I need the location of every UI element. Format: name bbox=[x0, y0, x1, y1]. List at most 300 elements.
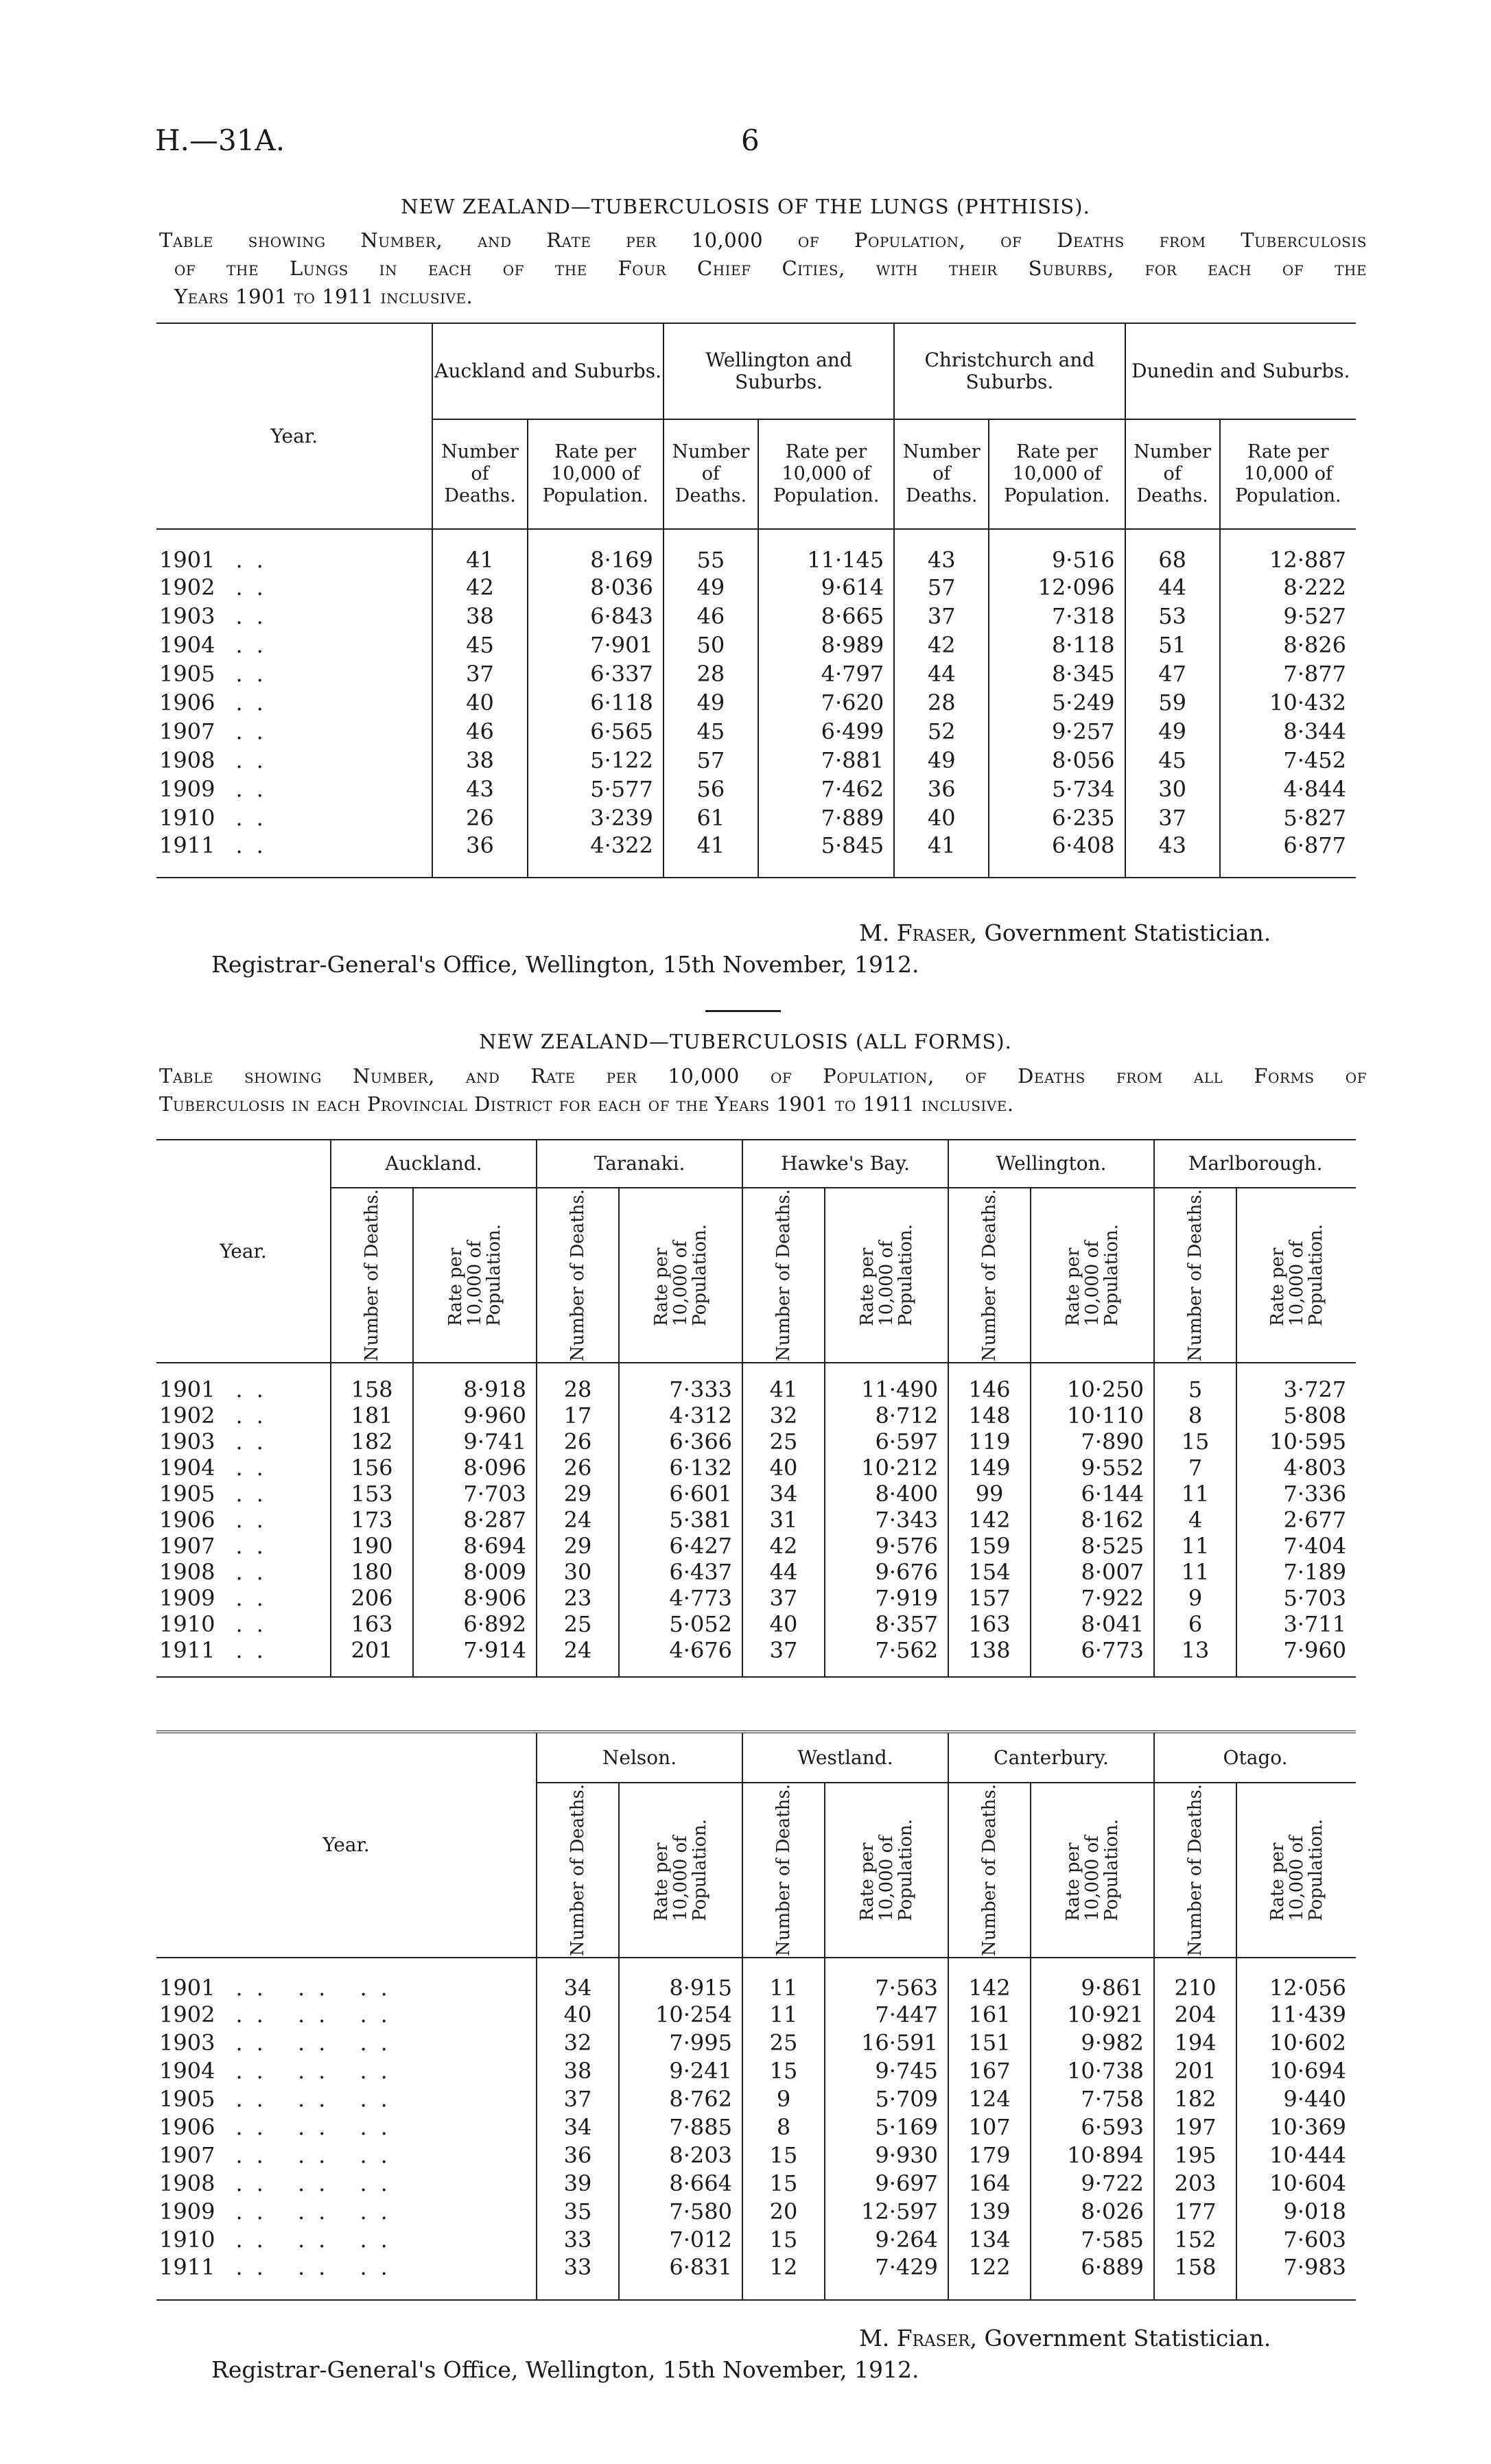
rotated-label bbox=[1064, 1224, 1121, 1326]
year-header: Year. bbox=[220, 1239, 267, 1263]
table-row bbox=[156, 1637, 1356, 1677]
rate-cell: 7·189 bbox=[1236, 1559, 1356, 1585]
deaths-cell: 12 bbox=[742, 2254, 825, 2300]
deaths-cell: 40 bbox=[432, 688, 527, 717]
rate-label-line: 10,000 of bbox=[876, 1835, 897, 1921]
deaths-cell: 41 bbox=[664, 832, 758, 878]
rate-label-line: Rate per bbox=[1267, 1842, 1288, 1921]
deaths-cell: 50 bbox=[664, 631, 758, 659]
year-cell bbox=[156, 1507, 331, 1533]
deaths-cell: 37 bbox=[742, 1637, 825, 1677]
year-value: 1909 bbox=[159, 2198, 215, 2225]
rate-cell: 5·703 bbox=[1236, 1585, 1356, 1611]
deaths-cell: 7 bbox=[1154, 1455, 1236, 1481]
table-row bbox=[156, 1455, 1356, 1481]
rate-label-line: Population. bbox=[895, 1224, 917, 1326]
rate-header bbox=[619, 1783, 742, 1958]
rate-header bbox=[1031, 1188, 1154, 1363]
leader-dots: .. .. .. bbox=[235, 1974, 401, 2001]
deaths-cell: 158 bbox=[331, 1363, 413, 1403]
deaths-cell: 25 bbox=[742, 2029, 825, 2057]
deaths-cell: 210 bbox=[1154, 1958, 1236, 2001]
rotated-label: Number of Deaths. bbox=[567, 1189, 589, 1361]
deaths-cell: 119 bbox=[948, 1429, 1031, 1455]
rate-cell: 7·620 bbox=[758, 688, 894, 717]
rate-label-line: Rate per bbox=[1267, 1247, 1288, 1326]
rate-label-line: Population. bbox=[690, 1819, 710, 1921]
year-value: 1910 bbox=[159, 1610, 215, 1637]
rate-cell: 8·287 bbox=[413, 1507, 537, 1533]
number-of-deaths-header bbox=[948, 1783, 1031, 1958]
deaths-cell: 179 bbox=[948, 2142, 1031, 2170]
rate-label-line: Population. bbox=[895, 1819, 916, 1921]
rotated-label bbox=[652, 1224, 709, 1326]
deaths-cell: 15 bbox=[1154, 1429, 1236, 1455]
deaths-cell: 153 bbox=[331, 1481, 413, 1507]
year-cell bbox=[156, 2254, 537, 2300]
rate-cell: 9·552 bbox=[1031, 1455, 1154, 1481]
year-cell bbox=[156, 2057, 537, 2085]
deaths-cell: 142 bbox=[948, 1958, 1031, 2001]
number-of-deaths-header: Number of Deaths. bbox=[1125, 419, 1220, 529]
group-header: Otago. bbox=[1154, 1732, 1356, 1783]
year-header: Year. bbox=[270, 425, 318, 447]
leader-dots: .. bbox=[235, 832, 277, 858]
deaths-cell: 151 bbox=[948, 2029, 1031, 2057]
deaths-cell: 28 bbox=[894, 688, 989, 717]
group-header: Marlborough. bbox=[1154, 1140, 1356, 1188]
signature-name: M. Fraser, bbox=[859, 919, 977, 946]
rate-cell: 8·056 bbox=[989, 746, 1125, 775]
deaths-cell: 15 bbox=[742, 2226, 825, 2254]
year-cell bbox=[156, 1559, 331, 1585]
year-cell bbox=[156, 746, 432, 775]
page-number: 6 bbox=[741, 124, 760, 157]
year-cell bbox=[156, 602, 432, 631]
rate-cell: 6·437 bbox=[619, 1559, 742, 1585]
rate-cell: 7·336 bbox=[1236, 1481, 1356, 1507]
deaths-cell: 37 bbox=[894, 602, 989, 631]
deaths-cell: 190 bbox=[331, 1533, 413, 1559]
deaths-cell: 31 bbox=[742, 1507, 825, 1533]
deaths-cell: 157 bbox=[948, 1585, 1031, 1611]
rate-header bbox=[1236, 1188, 1356, 1363]
group-header: Canterbury. bbox=[948, 1732, 1154, 1783]
rotated-label bbox=[652, 1819, 709, 1921]
rate-cell: 16·591 bbox=[825, 2029, 948, 2057]
deaths-cell: 44 bbox=[894, 659, 989, 688]
rotated-label: Number of Deaths. bbox=[362, 1189, 382, 1361]
rate-label-line: Population. bbox=[690, 1224, 711, 1326]
rate-cell: 9·527 bbox=[1220, 602, 1356, 631]
rate-cell: 7·890 bbox=[1031, 1429, 1154, 1455]
table2-caption-line: Table showing Number, and Rate per 10,000 of Population, of Deaths from all Forms of bbox=[159, 1064, 1367, 1088]
rate-label-line: Population. bbox=[484, 1224, 504, 1326]
leader-dots: .. .. .. bbox=[235, 2142, 401, 2169]
year-value: 1904 bbox=[159, 2058, 215, 2085]
table1-phthisis-cities bbox=[156, 322, 1356, 878]
group-header: Dunedin and Suburbs. bbox=[1125, 323, 1356, 419]
table-row bbox=[156, 631, 1356, 659]
rate-cell: 9·614 bbox=[758, 573, 894, 602]
deaths-cell: 33 bbox=[537, 2254, 619, 2300]
rate-cell: 6·337 bbox=[528, 659, 664, 688]
deaths-cell: 44 bbox=[742, 1559, 825, 1585]
rate-cell: 9·861 bbox=[1031, 1958, 1154, 2001]
table3-all-forms-districts-b bbox=[156, 1730, 1356, 2301]
deaths-cell: 4 bbox=[1154, 1507, 1236, 1533]
rate-cell: 2·677 bbox=[1236, 1507, 1356, 1533]
rate-cell: 8·203 bbox=[619, 2142, 742, 2170]
rate-cell: 5·381 bbox=[619, 1507, 742, 1533]
year-cell bbox=[156, 1403, 331, 1429]
deaths-cell: 45 bbox=[1125, 746, 1220, 775]
rotated-label bbox=[1064, 1819, 1121, 1921]
deaths-cell: 163 bbox=[331, 1611, 413, 1637]
leader-dots: .. bbox=[235, 1610, 277, 1637]
rate-label-line: Rate per bbox=[857, 1842, 878, 1921]
table-row bbox=[156, 573, 1356, 602]
rate-cell: 6·843 bbox=[528, 602, 664, 631]
leader-dots: .. bbox=[235, 1636, 277, 1663]
deaths-cell: 197 bbox=[1154, 2113, 1236, 2142]
leader-dots: .. bbox=[235, 1376, 277, 1403]
rate-cell: 8·118 bbox=[989, 631, 1125, 659]
table-row bbox=[156, 1559, 1356, 1585]
table-row bbox=[156, 659, 1356, 688]
leader-dots: .. .. .. bbox=[235, 2114, 401, 2141]
deaths-cell: 46 bbox=[664, 602, 758, 631]
deaths-cell: 33 bbox=[537, 2226, 619, 2254]
rate-cell: 8·345 bbox=[989, 659, 1125, 688]
deaths-cell: 163 bbox=[948, 1611, 1031, 1637]
rotated-label: Number of Deaths. bbox=[1185, 1784, 1206, 1956]
rate-cell: 3·727 bbox=[1236, 1363, 1356, 1403]
number-of-deaths-header bbox=[742, 1783, 825, 1958]
rate-header bbox=[1236, 1783, 1356, 1958]
deaths-cell: 11 bbox=[742, 2001, 825, 2029]
year-value: 1911 bbox=[159, 1636, 215, 1663]
rate-cell: 10·110 bbox=[1031, 1403, 1154, 1429]
deaths-cell: 43 bbox=[1125, 832, 1220, 878]
rate-cell: 4·803 bbox=[1236, 1455, 1356, 1481]
year-cell bbox=[156, 1637, 331, 1677]
year-cell bbox=[156, 688, 432, 717]
rate-cell: 11·490 bbox=[825, 1363, 948, 1403]
rotated-label bbox=[858, 1819, 915, 1921]
deaths-cell: 36 bbox=[537, 2142, 619, 2170]
rate-cell: 8·036 bbox=[528, 573, 664, 602]
rate-cell: 12·056 bbox=[1236, 1958, 1356, 2001]
leader-dots: .. .. .. bbox=[235, 2170, 401, 2197]
deaths-cell: 149 bbox=[948, 1455, 1031, 1481]
rate-cell: 7·580 bbox=[619, 2198, 742, 2226]
rate-cell: 8·357 bbox=[825, 1611, 948, 1637]
rate-label-line: Rate per bbox=[857, 1247, 878, 1326]
rate-cell: 7·901 bbox=[528, 631, 664, 659]
deaths-cell: 34 bbox=[537, 2113, 619, 2142]
table-row bbox=[156, 1958, 1356, 2001]
year-value: 1905 bbox=[159, 2086, 215, 2113]
deaths-cell: 37 bbox=[1125, 803, 1220, 832]
rate-cell: 7·333 bbox=[619, 1363, 742, 1403]
deaths-cell: 36 bbox=[894, 775, 989, 803]
rate-header: Rate per 10,000 of Population. bbox=[758, 419, 894, 529]
year-cell bbox=[156, 2226, 537, 2254]
rate-header bbox=[619, 1188, 742, 1363]
year-cell bbox=[156, 1363, 331, 1403]
rate-cell: 7·877 bbox=[1220, 659, 1356, 688]
table-row bbox=[156, 775, 1356, 803]
deaths-cell: 122 bbox=[948, 2254, 1031, 2300]
deaths-cell: 25 bbox=[537, 1611, 619, 1637]
deaths-cell: 8 bbox=[1154, 1403, 1236, 1429]
rate-cell: 5·734 bbox=[989, 775, 1125, 803]
deaths-cell: 39 bbox=[537, 2170, 619, 2198]
rate-cell: 7·429 bbox=[825, 2254, 948, 2300]
rate-cell: 8·762 bbox=[619, 2085, 742, 2113]
table-row bbox=[156, 1585, 1356, 1611]
rate-cell: 6·132 bbox=[619, 1455, 742, 1481]
rate-cell: 5·808 bbox=[1236, 1403, 1356, 1429]
rate-cell: 6·235 bbox=[989, 803, 1125, 832]
year-value: 1905 bbox=[159, 661, 215, 687]
deaths-cell: 53 bbox=[1125, 602, 1220, 631]
group-header: Christchurch and Suburbs. bbox=[894, 323, 1125, 419]
deaths-cell: 38 bbox=[432, 602, 527, 631]
rate-cell: 8·400 bbox=[825, 1481, 948, 1507]
year-cell bbox=[156, 803, 432, 832]
table-row bbox=[156, 2057, 1356, 2085]
table-row bbox=[156, 688, 1356, 717]
deaths-cell: 195 bbox=[1154, 2142, 1236, 2170]
table-row bbox=[156, 717, 1356, 746]
table-row bbox=[156, 1507, 1356, 1533]
deaths-cell: 201 bbox=[331, 1637, 413, 1677]
year-value: 1902 bbox=[159, 574, 215, 600]
leader-dots: .. .. .. bbox=[235, 2002, 401, 2028]
rate-cell: 8·162 bbox=[1031, 1507, 1154, 1533]
deaths-cell: 146 bbox=[948, 1363, 1031, 1403]
number-of-deaths-header bbox=[742, 1188, 825, 1363]
deaths-cell: 24 bbox=[537, 1637, 619, 1677]
rate-cell: 6·889 bbox=[1031, 2254, 1154, 2300]
leader-dots: .. bbox=[235, 1402, 277, 1429]
rate-cell: 11·145 bbox=[758, 529, 894, 573]
rate-cell: 4·844 bbox=[1220, 775, 1356, 803]
year-cell bbox=[156, 2085, 537, 2113]
table1-signature bbox=[859, 919, 1271, 946]
rate-cell: 8·694 bbox=[413, 1533, 537, 1559]
table1-office-line: Registrar-General's Office, Wellington, 15th November, 1912. bbox=[211, 951, 919, 978]
year-cell bbox=[156, 1585, 331, 1611]
deaths-cell: 26 bbox=[537, 1429, 619, 1455]
rate-cell: 9·018 bbox=[1236, 2198, 1356, 2226]
rate-cell: 9·576 bbox=[825, 1533, 948, 1559]
year-value: 1906 bbox=[159, 690, 215, 716]
deaths-cell: 9 bbox=[1154, 1585, 1236, 1611]
rate-label-line: 10,000 of bbox=[1082, 1835, 1103, 1921]
table2-caption-line: Tuberculosis in each Provincial District for each of the Years 1901 to 1911 inclusive. bbox=[159, 1092, 1014, 1116]
rate-cell: 10·604 bbox=[1236, 2170, 1356, 2198]
rate-cell: 10·254 bbox=[619, 2001, 742, 2029]
deaths-cell: 25 bbox=[742, 1429, 825, 1455]
rate-cell: 12·597 bbox=[825, 2198, 948, 2226]
deaths-cell: 41 bbox=[894, 832, 989, 878]
rate-cell: 10·250 bbox=[1031, 1363, 1154, 1403]
rate-cell: 9·440 bbox=[1236, 2085, 1356, 2113]
rate-cell: 9·930 bbox=[825, 2142, 948, 2170]
deaths-cell: 43 bbox=[432, 775, 527, 803]
rotated-label: Number of Deaths. bbox=[979, 1189, 1000, 1361]
rate-header bbox=[413, 1188, 537, 1363]
deaths-cell: 154 bbox=[948, 1559, 1031, 1585]
year-cell bbox=[156, 2142, 537, 2170]
table-row bbox=[156, 1363, 1356, 1403]
rate-cell: 7·960 bbox=[1236, 1637, 1356, 1677]
deaths-cell: 164 bbox=[948, 2170, 1031, 2198]
number-of-deaths-header bbox=[537, 1783, 619, 1958]
deaths-cell: 11 bbox=[1154, 1559, 1236, 1585]
deaths-cell: 42 bbox=[894, 631, 989, 659]
year-cell bbox=[156, 1958, 537, 2001]
leader-dots: .. bbox=[235, 603, 277, 629]
rate-cell: 5·709 bbox=[825, 2085, 948, 2113]
rate-cell: 8·712 bbox=[825, 1403, 948, 1429]
rate-cell: 8·222 bbox=[1220, 573, 1356, 602]
table1-title: NEW ZEALAND—TUBERCULOSIS OF THE LUNGS (PHTHISIS). bbox=[401, 195, 1090, 218]
deaths-cell: 13 bbox=[1154, 1637, 1236, 1677]
year-value: 1904 bbox=[159, 1454, 215, 1481]
report-reference: H.—31A. bbox=[155, 124, 285, 157]
deaths-cell: 11 bbox=[1154, 1533, 1236, 1559]
rate-cell: 9·241 bbox=[619, 2057, 742, 2085]
deaths-cell: 42 bbox=[742, 1533, 825, 1559]
deaths-cell: 24 bbox=[537, 1507, 619, 1533]
leader-dots: .. bbox=[235, 718, 277, 744]
table-row bbox=[156, 2226, 1356, 2254]
deaths-cell: 20 bbox=[742, 2198, 825, 2226]
table-row bbox=[156, 1533, 1356, 1559]
rate-cell: 7·885 bbox=[619, 2113, 742, 2142]
table2-title: NEW ZEALAND—TUBERCULOSIS (ALL FORMS). bbox=[479, 1030, 1012, 1053]
year-value: 1902 bbox=[159, 2002, 215, 2028]
deaths-cell: 5 bbox=[1154, 1363, 1236, 1403]
rate-cell: 7·703 bbox=[413, 1481, 537, 1507]
deaths-cell: 138 bbox=[948, 1637, 1031, 1677]
rate-cell: 9·741 bbox=[413, 1429, 537, 1455]
table-row bbox=[156, 2254, 1356, 2300]
rate-cell: 6·597 bbox=[825, 1429, 948, 1455]
leader-dots: .. bbox=[235, 805, 277, 831]
rate-cell: 10·738 bbox=[1031, 2057, 1154, 2085]
rotated-label bbox=[858, 1224, 915, 1326]
year-cell bbox=[156, 529, 432, 573]
deaths-cell: 23 bbox=[537, 1585, 619, 1611]
table-row bbox=[156, 1611, 1356, 1637]
rotated-label bbox=[1268, 1819, 1326, 1921]
rotated-label bbox=[446, 1224, 504, 1326]
number-of-deaths-header bbox=[1154, 1188, 1236, 1363]
rate-cell: 4·797 bbox=[758, 659, 894, 688]
rate-cell: 8·344 bbox=[1220, 717, 1356, 746]
rate-cell: 9·676 bbox=[825, 1559, 948, 1585]
table3-office-line: Registrar-General's Office, Wellington, 15th November, 1912. bbox=[211, 2356, 919, 2383]
rate-cell: 6·144 bbox=[1031, 1481, 1154, 1507]
rate-cell: 6·565 bbox=[528, 717, 664, 746]
table2-caption bbox=[159, 1062, 1367, 1118]
group-header: Wellington and Suburbs. bbox=[664, 323, 894, 419]
deaths-cell: 59 bbox=[1125, 688, 1220, 717]
rate-label-line: 10,000 of bbox=[1286, 1241, 1307, 1326]
year-value: 1911 bbox=[159, 832, 215, 858]
deaths-cell: 41 bbox=[432, 529, 527, 573]
rate-cell: 6·366 bbox=[619, 1429, 742, 1455]
rate-cell: 8·169 bbox=[528, 529, 664, 573]
rate-cell: 7·585 bbox=[1031, 2226, 1154, 2254]
rate-cell: 7·889 bbox=[758, 803, 894, 832]
signature-name: M. Fraser, bbox=[859, 2325, 977, 2351]
deaths-cell: 15 bbox=[742, 2142, 825, 2170]
deaths-cell: 30 bbox=[537, 1559, 619, 1585]
rate-cell: 8·918 bbox=[413, 1363, 537, 1403]
rate-cell: 5·845 bbox=[758, 832, 894, 878]
signature-title: Government Statistician. bbox=[984, 2325, 1271, 2351]
rate-cell: 6·408 bbox=[989, 832, 1125, 878]
deaths-cell: 34 bbox=[742, 1481, 825, 1507]
rate-cell: 7·995 bbox=[619, 2029, 742, 2057]
rate-cell: 7·983 bbox=[1236, 2254, 1356, 2300]
table-row bbox=[156, 1481, 1356, 1507]
rotated-label: Number of Deaths. bbox=[1185, 1189, 1206, 1361]
rate-cell: 7·919 bbox=[825, 1585, 948, 1611]
year-value: 1901 bbox=[159, 1376, 215, 1403]
deaths-cell: 47 bbox=[1125, 659, 1220, 688]
deaths-cell: 181 bbox=[331, 1403, 413, 1429]
rate-cell: 10·444 bbox=[1236, 2142, 1356, 2170]
table-row bbox=[156, 2198, 1356, 2226]
table-row bbox=[156, 2029, 1356, 2057]
rate-cell: 6·892 bbox=[413, 1611, 537, 1637]
rate-cell: 9·745 bbox=[825, 2057, 948, 2085]
deaths-cell: 49 bbox=[664, 573, 758, 602]
leader-dots: .. bbox=[235, 1480, 277, 1507]
leader-dots: .. .. .. bbox=[235, 2030, 401, 2056]
year-cell bbox=[156, 1481, 331, 1507]
deaths-cell: 61 bbox=[664, 803, 758, 832]
rate-cell: 3·711 bbox=[1236, 1611, 1356, 1637]
rate-cell: 5·122 bbox=[528, 746, 664, 775]
deaths-cell: 124 bbox=[948, 2085, 1031, 2113]
group-header: Taranaki. bbox=[537, 1140, 742, 1188]
rate-label-line: 10,000 of bbox=[1082, 1241, 1103, 1326]
year-cell bbox=[156, 659, 432, 688]
year-cell bbox=[156, 2029, 537, 2057]
deaths-cell: 99 bbox=[948, 1481, 1031, 1507]
leader-dots: .. bbox=[235, 1428, 277, 1455]
number-of-deaths-header: Number of Deaths. bbox=[432, 419, 527, 529]
deaths-cell: 201 bbox=[1154, 2057, 1236, 2085]
deaths-cell: 26 bbox=[432, 803, 527, 832]
rate-cell: 6·499 bbox=[758, 717, 894, 746]
rate-label-line: 10,000 of bbox=[670, 1835, 691, 1921]
deaths-cell: 55 bbox=[664, 529, 758, 573]
table-row bbox=[156, 1429, 1356, 1455]
rate-cell: 6·877 bbox=[1220, 832, 1356, 878]
rate-label-line: Population. bbox=[1305, 1819, 1326, 1921]
year-value: 1904 bbox=[159, 632, 215, 658]
rate-cell: 9·264 bbox=[825, 2226, 948, 2254]
